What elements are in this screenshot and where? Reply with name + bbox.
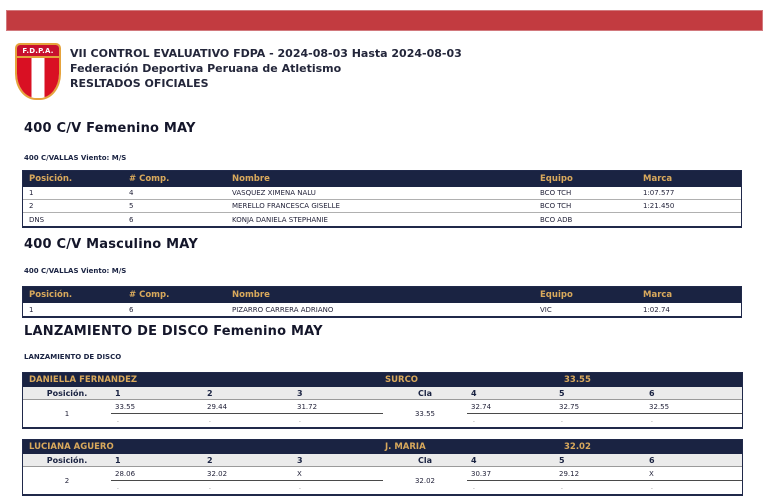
federation-name: Federación Deportiva Peruana de Atletismo <box>70 62 342 75</box>
report-header <box>70 46 462 91</box>
cell-attempt-4: 30.37 <box>467 467 555 481</box>
cell-attempt-6-note: . <box>651 484 653 491</box>
col-header-marca: Marca <box>643 174 673 184</box>
cell-comp: 6 <box>129 215 134 224</box>
table-row <box>23 200 741 213</box>
cell-comp: 6 <box>129 305 134 314</box>
cell-position: 2 <box>64 476 70 485</box>
col-header-attempt-1: 1 <box>115 388 121 398</box>
table-header-row <box>23 287 741 303</box>
col-header-attempt-5: 5 <box>559 455 565 465</box>
cell-attempt-6-note: . <box>651 417 653 424</box>
cell-attempt-4: 32.74 <box>467 400 555 414</box>
cell-attempt-1-note: . <box>117 484 119 491</box>
col-header-nombre: Nombre <box>232 174 270 184</box>
col-header-attempt-4: 4 <box>471 455 477 465</box>
col-header-attempt-2: 2 <box>207 388 213 398</box>
cell-equipo: BCO TCH <box>540 202 572 210</box>
cell-attempt-1: 28.06 <box>111 467 203 481</box>
cell-equipo: BCO TCH <box>540 189 572 197</box>
athlete-team: SURCO <box>385 375 419 385</box>
attempt-data-rows <box>23 467 742 494</box>
col-header-posicion: Posición. <box>46 388 88 398</box>
cell-attempt-5-note: . <box>561 484 563 491</box>
col-header-comp: # Comp. <box>129 290 170 300</box>
cell-attempt-4-note: . <box>473 417 475 424</box>
top-accent-bar <box>6 10 763 31</box>
report-title: VII CONTROL EVALUATIVO FDPA - 2024-08-03 Hasta 2024-08-03 <box>70 47 462 60</box>
col-header-cla: Cla <box>417 388 432 398</box>
event-label-400cv-masculino: 400 C/VALLAS Viento: M/S <box>24 267 127 275</box>
athlete-name: DANIELLA FERNANDEZ <box>29 375 138 385</box>
cell-attempt-3: 31.72 <box>293 400 383 414</box>
table-row <box>23 303 741 316</box>
cell-attempt-1: 33.55 <box>111 400 203 414</box>
cell-posicion: 1 <box>29 189 34 197</box>
athlete-team: J. MARIA <box>385 442 426 452</box>
athlete-best-mark: 33.55 <box>564 375 591 385</box>
cell-marca: 1:07.577 <box>643 189 675 197</box>
col-header-cla: Cla <box>417 455 432 465</box>
cell-attempt-2: 29.44 <box>203 400 293 414</box>
col-header-attempt-6: 6 <box>649 388 655 398</box>
col-header-comp: # Comp. <box>129 174 170 184</box>
col-header-posicion: Posición. <box>29 174 73 184</box>
cell-position: 1 <box>64 409 70 418</box>
event-label-disco: LANZAMIENTO DE DISCO <box>24 353 122 361</box>
athlete-header-bar <box>23 440 742 454</box>
cell-attempt-2-note: . <box>209 484 211 491</box>
col-header-attempt-3: 3 <box>297 388 303 398</box>
cell-cla: 33.55 <box>414 409 436 418</box>
results-official-label: RESLTADOS OFICIALES <box>70 77 209 90</box>
event-label-400cv-femenino: 400 C/VALLAS Viento: M/S <box>24 154 127 162</box>
table-row <box>23 213 741 226</box>
col-header-posicion: Posición. <box>29 290 73 300</box>
cell-attempt-6: 32.55 <box>645 400 742 414</box>
fdpa-logo <box>15 43 61 100</box>
attempt-header-row <box>23 454 742 467</box>
attempt-data-rows <box>23 400 742 427</box>
col-header-attempt-1: 1 <box>115 455 121 465</box>
results-table-400cv-masculino <box>22 286 742 318</box>
cell-marca: 1:02.74 <box>643 305 670 314</box>
table-header-row <box>23 171 741 187</box>
col-header-attempt-5: 5 <box>559 388 565 398</box>
table-row <box>23 187 741 200</box>
cell-nombre: VASQUEZ XIMENA NALU <box>232 189 316 197</box>
athlete-best-mark: 32.02 <box>564 442 591 452</box>
cell-equipo: BCO ADB <box>540 215 573 224</box>
results-table-400cv-femenino <box>22 170 742 228</box>
cell-attempt-4-note: . <box>473 484 475 491</box>
field-table-athlete-2 <box>22 439 743 496</box>
cell-cla: 32.02 <box>414 476 436 485</box>
cell-posicion: DNS <box>29 215 45 224</box>
col-header-attempt-4: 4 <box>471 388 477 398</box>
section-title-400cv-masculino: 400 C/V Masculino MAY <box>24 237 198 252</box>
cell-marca: 1:21.450 <box>643 202 675 210</box>
fdpa-logo-text: F.D.P.A. <box>17 45 59 58</box>
cell-attempt-2-note: . <box>209 417 211 424</box>
cell-nombre: KONJA DANIELA STEPHANIE <box>232 215 328 224</box>
cell-attempt-3-note: . <box>299 484 301 491</box>
athlete-header-bar <box>23 373 742 387</box>
section-title-disco-femenino: LANZAMIENTO DE DISCO Femenino MAY <box>24 324 323 339</box>
athlete-name: LUCIANA AGUERO <box>29 442 114 452</box>
cell-attempt-5: 32.75 <box>555 400 645 414</box>
attempt-header-row <box>23 387 742 400</box>
col-header-attempt-6: 6 <box>649 455 655 465</box>
col-header-posicion: Posición. <box>46 455 88 465</box>
cell-attempt-6: X <box>645 467 742 481</box>
cell-attempt-2: 32.02 <box>203 467 293 481</box>
col-header-equipo: Equipo <box>540 174 573 184</box>
cell-comp: 4 <box>129 189 134 197</box>
cell-attempt-3-note: . <box>299 417 301 424</box>
cell-attempt-3: X <box>293 467 383 481</box>
cell-nombre: MERELLO FRANCESCA GISELLE <box>232 202 340 210</box>
col-header-nombre: Nombre <box>232 290 270 300</box>
cell-attempt-5-note: . <box>561 417 563 424</box>
field-table-athlete-1 <box>22 372 743 429</box>
cell-nombre: PIZARRO CARRERA ADRIANO <box>232 305 334 314</box>
col-header-marca: Marca <box>643 290 673 300</box>
section-title-400cv-femenino: 400 C/V Femenino MAY <box>24 121 196 136</box>
cell-posicion: 2 <box>29 202 34 210</box>
peru-flag-stripes-icon <box>17 58 59 100</box>
cell-attempt-5: 29.12 <box>555 467 645 481</box>
cell-equipo: VIC <box>540 305 552 314</box>
col-header-equipo: Equipo <box>540 290 573 300</box>
col-header-attempt-3: 3 <box>297 455 303 465</box>
cell-attempt-1-note: . <box>117 417 119 424</box>
col-header-attempt-2: 2 <box>207 455 213 465</box>
cell-posicion: 1 <box>29 305 34 314</box>
cell-comp: 5 <box>129 202 134 210</box>
